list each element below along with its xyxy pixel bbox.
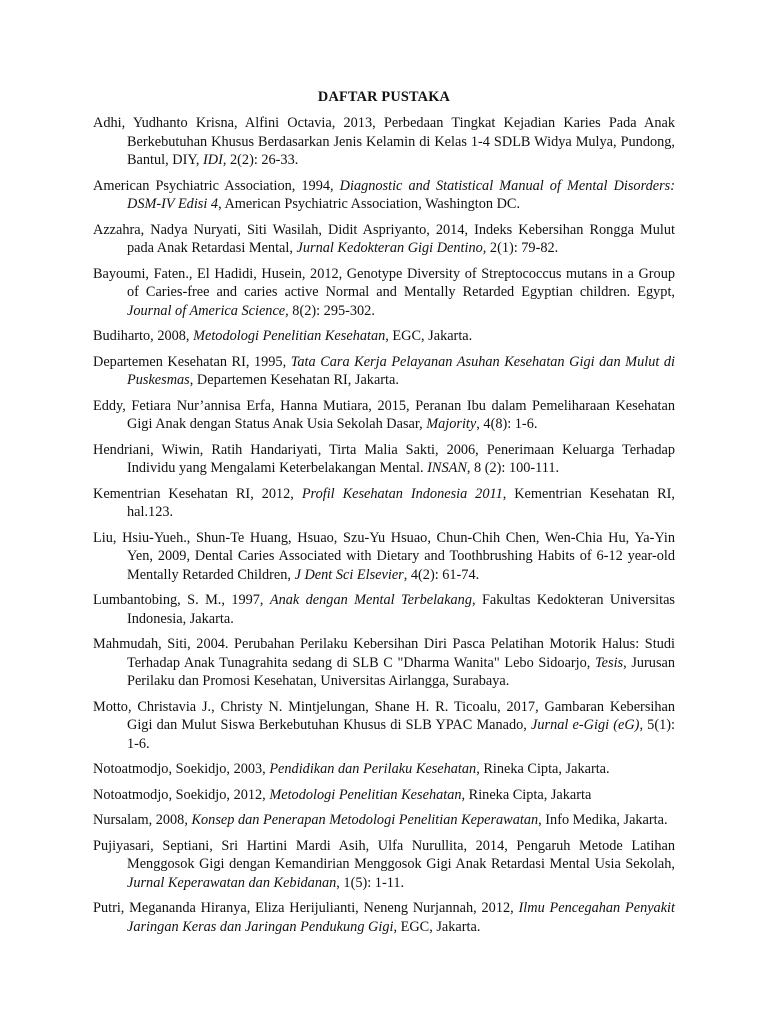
reference-details: , Fakultas Kedokteran Universitas Indonesia, Jakarta. (127, 592, 675, 627)
reference-details: , Kementrian Kesehatan RI, hal.123. (127, 485, 675, 520)
reference-entry (93, 265, 675, 321)
reference-entry (93, 811, 675, 830)
reference-entry (93, 485, 675, 522)
reference-entry (93, 397, 675, 434)
reference-source: Pendidikan dan Perilaku Kesehatan (269, 761, 477, 777)
reference-source: Konsep dan Penerapan Metodologi Penelitian Keperawatan (191, 812, 539, 828)
reference-details: , Rineka Cipta, Jakarta (461, 786, 592, 803)
reference-source: Journal of America Science (127, 302, 286, 319)
reference-source: Jurnal Kedokteran Gigi Dentino (296, 240, 483, 256)
reference-list (93, 114, 675, 936)
reference-text: Bayoumi, Faten., El Hadidi, Husein, 2012, Genotype Diversity of Streptococcus mutans in a Group of Caries-free and caries active Normal and Mentally Retarded Egyptian children. Egypt, (93, 265, 675, 300)
reference-text: Liu, Hsiu-Yueh., Shun-Te Huang, Hsuao, Szu-Yu Hsuao, Chun-Chih Chen, Wen-Chia Hu, Ya-Yin Yen, 2009, Dental Caries Associated with Dietary and Toothbrushing Habits of 6-12 year-old Mentally Retarded Children, (93, 529, 675, 583)
reference-text: Notoatmodjo, Soekidjo, 2012, (93, 786, 270, 803)
reference-details: , 2(1): 79-82. (482, 240, 559, 256)
reference-details: , American Psychiatric Association, Washington DC. (218, 196, 521, 212)
reference-details: , 4(2): 61-74. (403, 566, 480, 583)
reference-entry (93, 899, 675, 936)
reference-entry (93, 837, 675, 893)
reference-details: , Rineka Cipta, Jakarta. (476, 761, 610, 777)
reference-entry (93, 529, 675, 585)
reference-details: , 8 (2): 100-111. (466, 460, 560, 476)
reference-source: Anak dengan Mental Terbelakang (269, 592, 472, 608)
reference-source: IDI (203, 152, 223, 168)
reference-text: Adhi, Yudhanto Krisna, Alfini Octavia, 2013, Perbedaan Tingkat Kejadian Karies Pada Anak Berkebutuhan Khusus Berdasarkan Jenis Kelamin di Kelas 1-4 SDLB Widya Mulya, Pundong, Bantul, DIY, (93, 115, 675, 168)
reference-entry (93, 760, 675, 779)
reference-text: Pujiyasari, Septiani, Sri Hartini Mardi Asih, Ulfa Nurullita, 2014, Pengaruh Metode Latihan Menggosok Gigi dengan Kemandirian Menggosok Gigi Anak Retardasi Mental Usia Sekolah, (93, 837, 675, 872)
reference-entry (93, 353, 675, 390)
reference-entry (93, 177, 675, 214)
reference-details: , 2(2): 26-33. (222, 152, 299, 168)
reference-entry (93, 786, 675, 805)
reference-source: Metodologi Penelitian Kesehatan (269, 786, 462, 803)
reference-entry (93, 698, 675, 754)
reference-text: American Psychiatric Association, 1994, (93, 177, 340, 194)
reference-details: , 1(5): 1-11. (336, 874, 405, 891)
reference-text: Nursalam, 2008, (93, 812, 192, 828)
reference-text: Kementrian Kesehatan RI, 2012, (93, 485, 302, 502)
reference-details: , Info Medika, Jakarta. (538, 812, 668, 828)
reference-details: , EGC, Jakarta. (393, 918, 481, 935)
reference-source: Metodologi Penelitian Kesehatan (193, 328, 386, 344)
reference-source: Majority (426, 416, 477, 432)
reference-text: Lumbantobing, S. M., 1997, (93, 592, 270, 608)
reference-source: Ilmu Pencegahan Penyakit Jaringan Keras dan Jaringan Pendukung Gigi (127, 900, 675, 935)
reference-entry (93, 327, 675, 346)
reference-text: Mahmudah, Siti, 2004. Perubahan Perilaku Kebersihan Diri Pasca Pelatihan Motorik Halus: Studi Terhadap Anak Tunagrahita sedang di SLB C "Dharma Wanita" Lebo Sidoarjo, (93, 636, 675, 671)
reference-details: , 8(2): 295-302. (285, 302, 375, 319)
reference-text: Hendriani, Wiwin, Ratih Handariyati, Tirta Malia Sakti, 2006, Penerimaan Keluarga Terhadap Individu yang Mengalami Keterbelakangan Mental. (93, 441, 675, 476)
reference-source: Tata Cara Kerja Pelayanan Asuhan Kesehatan Gigi dan Mulut di Puskesmas (127, 353, 676, 388)
reference-source: Diagnostic and Statistical Manual of Mental Disorders: DSM-IV Edisi 4 (127, 177, 675, 212)
reference-entry (93, 221, 675, 258)
reference-text: Departemen Kesehatan RI, 1995, (93, 353, 291, 370)
reference-details: , EGC, Jakarta. (385, 328, 473, 344)
page-title: DAFTAR PUSTAKA (317, 89, 451, 105)
reference-source: J Dent Sci Elsevier (294, 566, 404, 583)
reference-source: Tesis (595, 654, 624, 671)
reference-source: INSAN (427, 460, 467, 476)
reference-source: Jurnal Keperawatan dan Kebidanan (127, 874, 337, 891)
reference-details: , 4(8): 1-6. (476, 416, 538, 432)
reference-details: , Jurusan Perilaku dan Promosi Kesehatan, Universitas Airlangga, Surabaya. (127, 654, 675, 689)
reference-entry (93, 591, 675, 628)
reference-entry (93, 635, 675, 691)
reference-text: Motto, Christavia J., Christy N. Mintjelungan, Shane H. R. Ticoalu, 2017, Gambaran Kebersihan Gigi dan Mulut Siswa Berkebutuhan Khusus di SLB YPAC Manado, (93, 698, 675, 733)
reference-source: Jurnal e-Gigi (eG) (531, 717, 640, 733)
reference-text: Eddy, Fetiara Nur’annisa Erfa, Hanna Mutiara, 2015, Peranan Ibu dalam Pemeliharaan Kesehatan Gigi Anak dengan Status Anak Usia Sekolah Dasar, (93, 397, 675, 432)
reference-text: Budiharto, 2008, (93, 328, 194, 344)
reference-details: , 5(1): 1-6. (127, 717, 675, 752)
reference-entry (93, 441, 675, 478)
reference-text: Notoatmodjo, Soekidjo, 2003, (93, 761, 270, 777)
reference-text: Putri, Megananda Hiranya, Eliza Herijulianti, Neneng Nurjannah, 2012, (93, 900, 519, 916)
reference-details: , Departemen Kesehatan RI, Jakarta. (189, 372, 399, 388)
reference-entry (93, 114, 675, 170)
reference-source: Profil Kesehatan Indonesia 2011 (301, 485, 503, 502)
reference-text: Azzahra, Nadya Nuryati, Siti Wasilah, Didit Aspriyanto, 2014, Indeks Kebersihan Rongga Mulut pada Anak Retardasi Mental, (93, 221, 675, 256)
